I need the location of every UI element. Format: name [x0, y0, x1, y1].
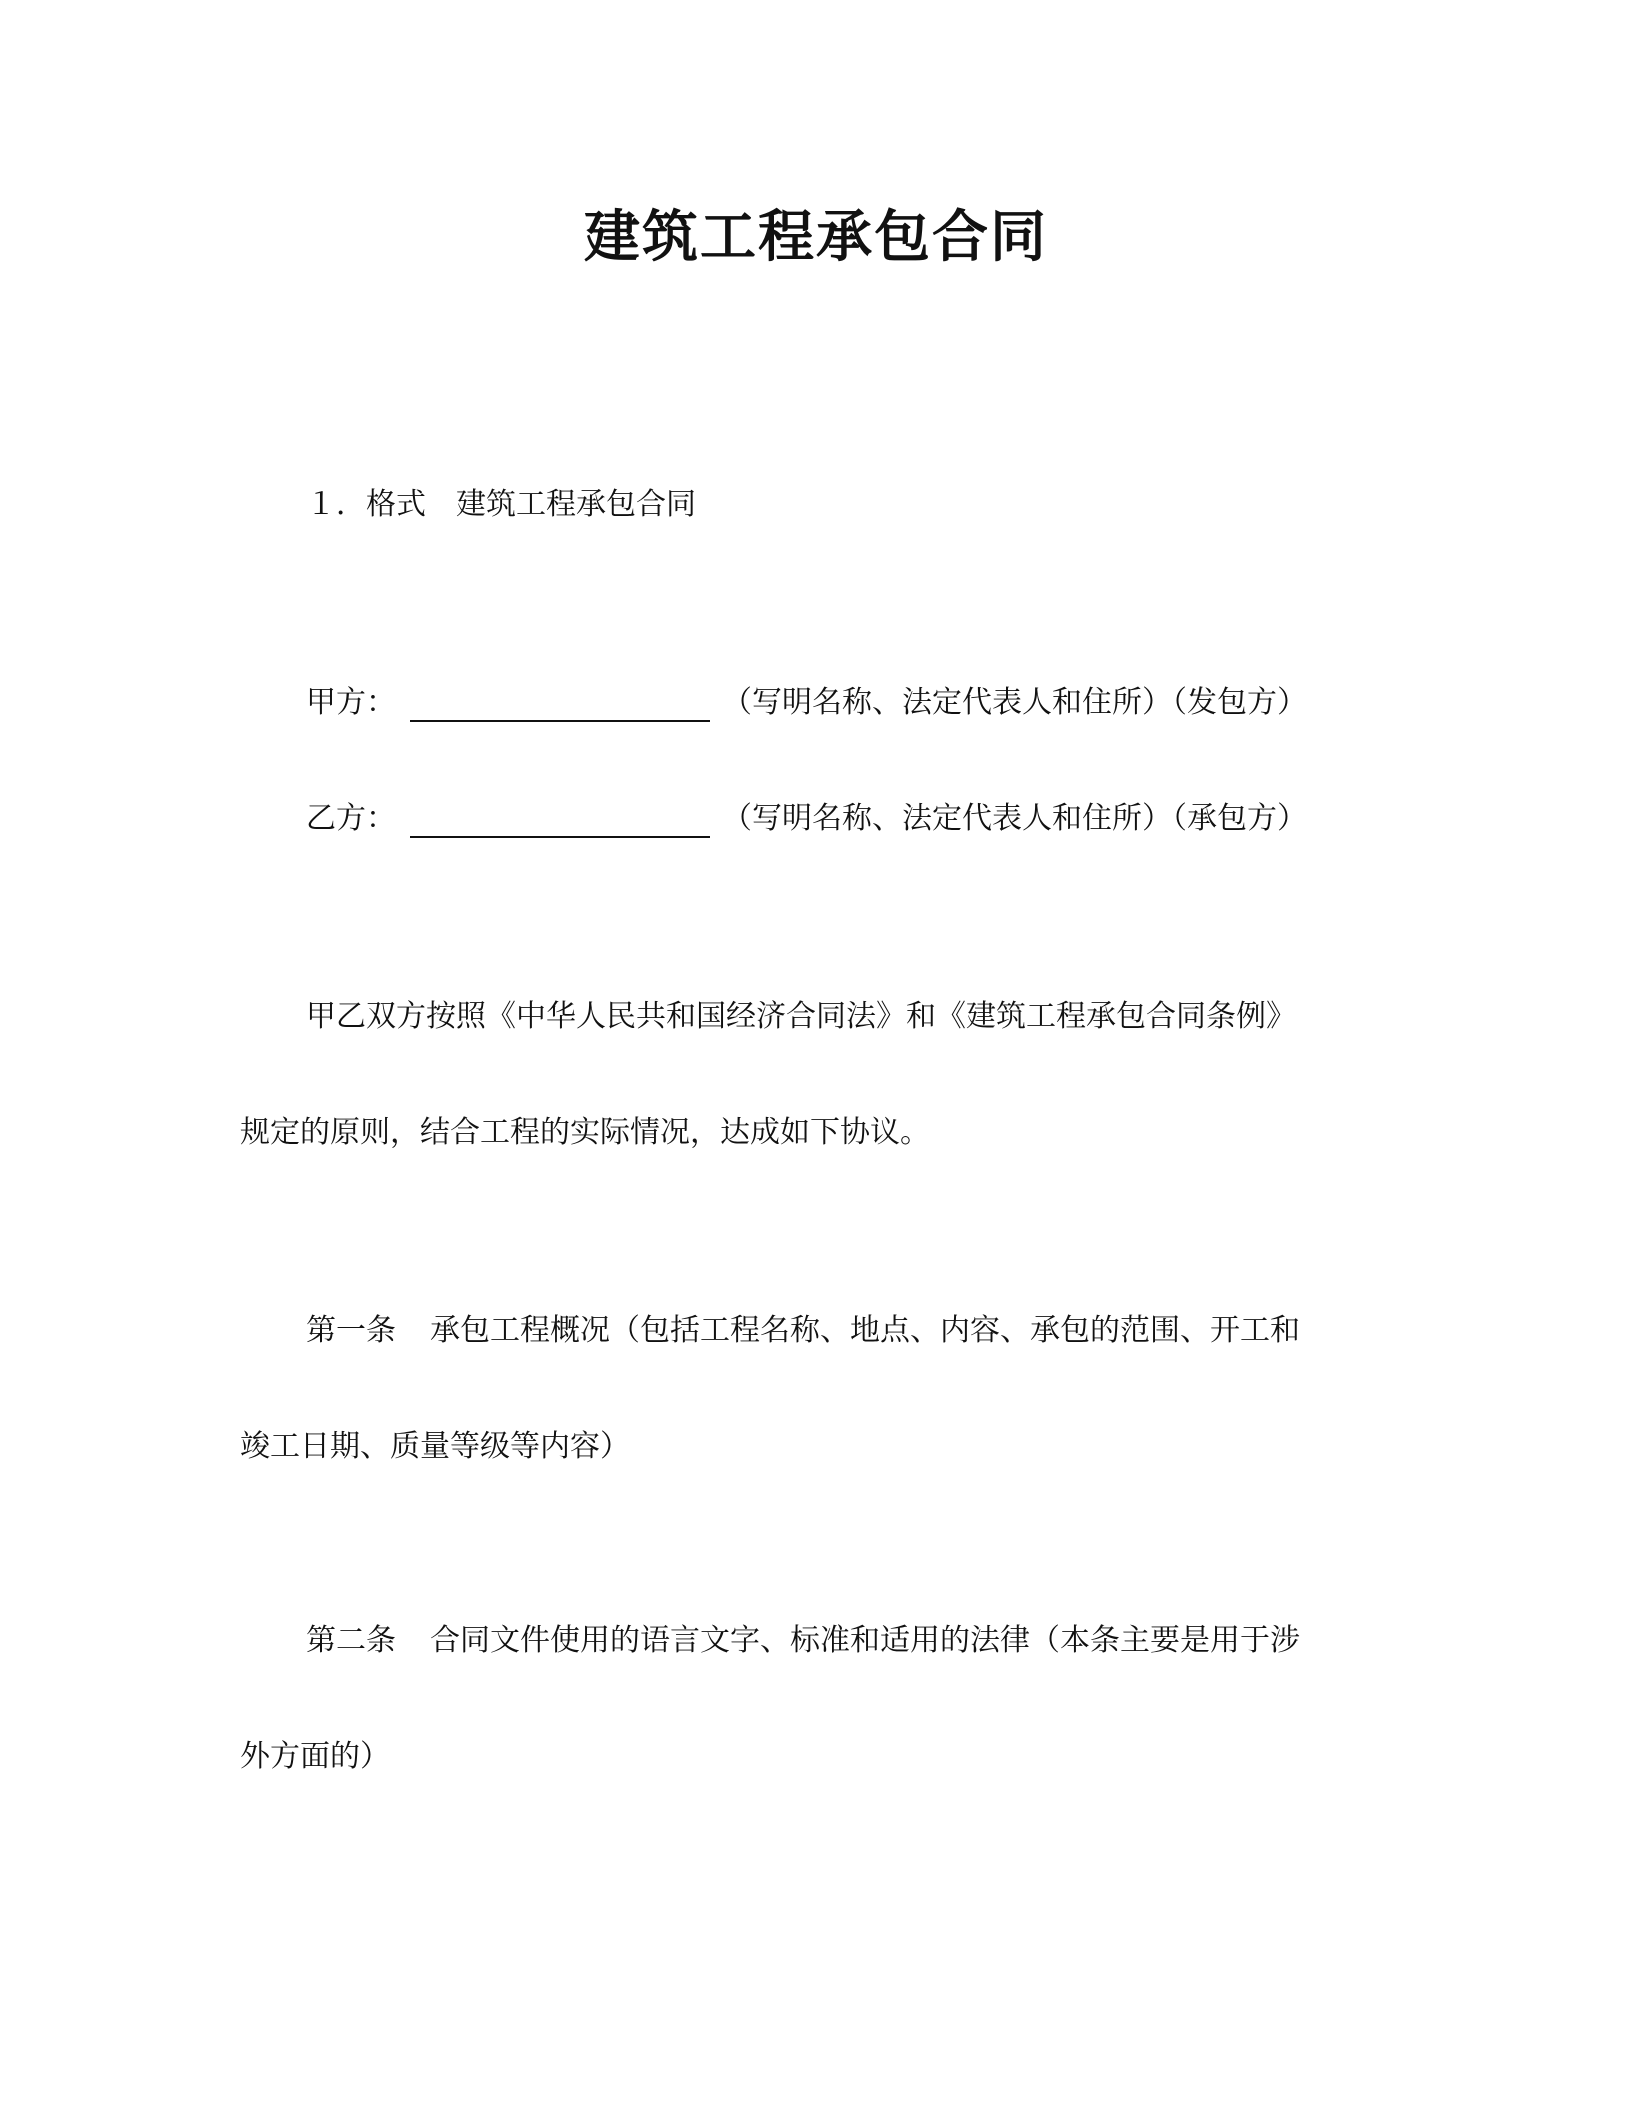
format-line: １．格式 建筑工程承包合同 — [306, 487, 696, 522]
party-b-note: （写明名称、法定代表人和住所）（承包方） — [722, 801, 1307, 836]
party-b-line — [306, 797, 1307, 841]
article-2-line-1 — [306, 1619, 1300, 1663]
party-a-label: 甲方： — [306, 685, 396, 720]
article-1-text: 承包工程概况（包括工程名称、地点、内容、承包的范围、开工和 — [430, 1313, 1300, 1348]
party-a-blank-field[interactable] — [410, 688, 710, 722]
article-2-line-2: 外方面的） — [240, 1739, 390, 1774]
document-title: 建筑工程承包合同 — [584, 205, 1048, 270]
party-b-blank-field[interactable] — [410, 804, 710, 838]
preamble-line-1: 甲乙双方按照《中华人民共和国经济合同法》和《建筑工程承包合同条例》 — [306, 999, 1296, 1034]
party-a-note: （写明名称、法定代表人和住所）（发包方） — [722, 685, 1307, 720]
article-1-number: 第一条 — [306, 1313, 396, 1348]
article-2-number: 第二条 — [306, 1623, 396, 1658]
preamble-line-2: 规定的原则，结合工程的实际情况，达成如下协议。 — [240, 1115, 930, 1150]
article-1-line-2: 竣工日期、质量等级等内容） — [240, 1429, 630, 1464]
article-1-line-1 — [306, 1309, 1300, 1353]
party-a-line — [306, 681, 1307, 725]
article-2-text: 合同文件使用的语言文字、标准和适用的法律（本条主要是用于涉 — [430, 1623, 1300, 1658]
party-b-label: 乙方： — [306, 801, 396, 836]
